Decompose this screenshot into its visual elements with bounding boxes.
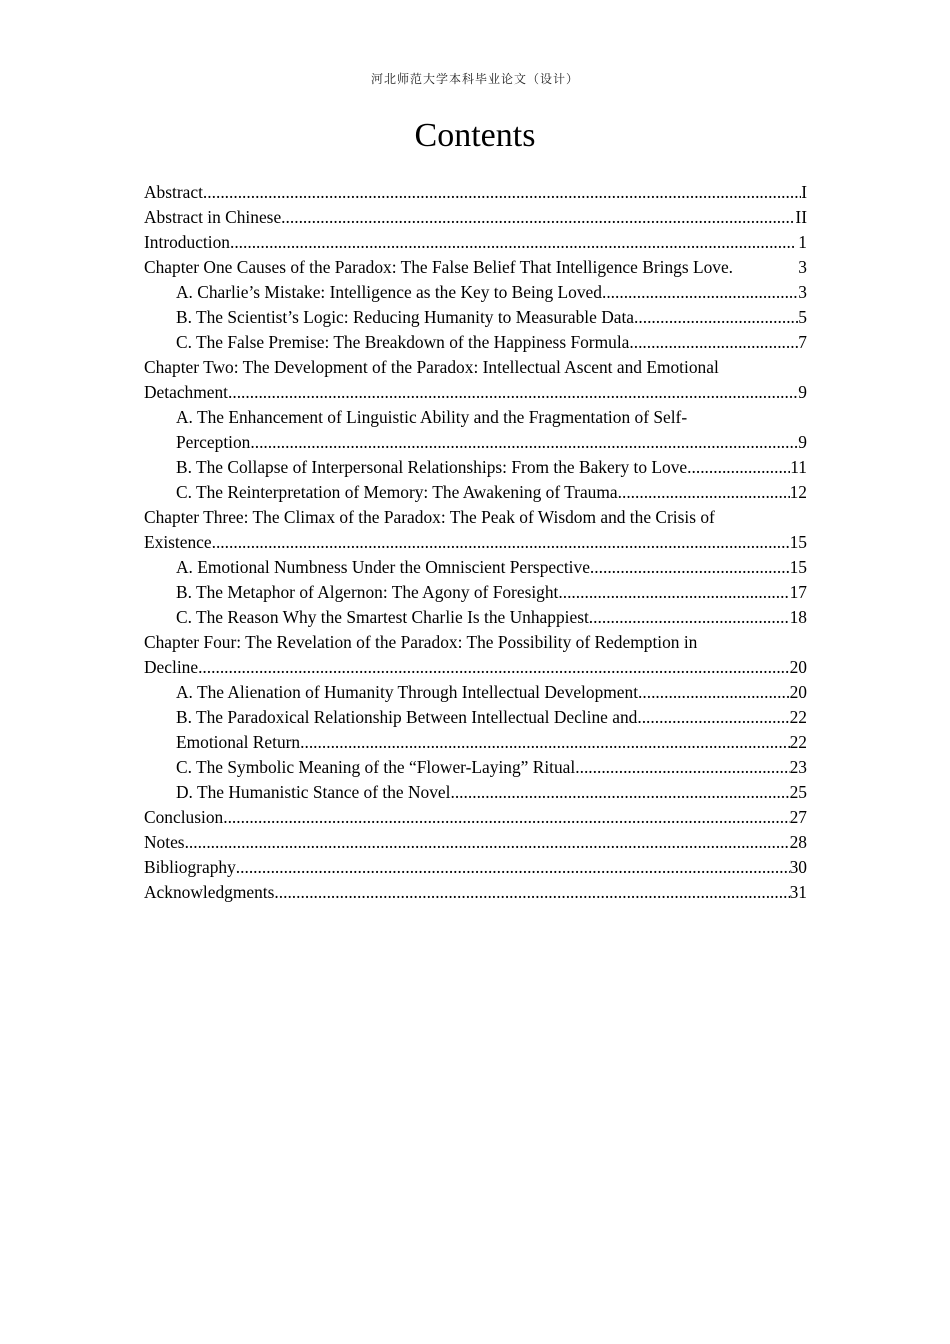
toc-page-number: 17 <box>789 582 807 602</box>
toc-leader <box>274 880 789 905</box>
toc-label: Detachment <box>144 382 229 402</box>
toc-label: C. The Reason Why the Smartest Charlie Is the Unhappiest <box>176 607 589 627</box>
toc-leader <box>450 780 789 805</box>
toc-page-number: I <box>801 182 807 202</box>
toc-entry-bibliography[interactable] <box>144 855 807 880</box>
toc-entry-chapter-two-c[interactable] <box>144 480 807 505</box>
toc-entry-chapter-three-b[interactable] <box>144 580 807 605</box>
toc-page-number: 18 <box>789 607 807 627</box>
toc-label: Emotional Return <box>176 732 301 752</box>
toc-page-number: 12 <box>789 482 807 502</box>
toc-leader <box>638 680 790 705</box>
table-of-contents <box>144 180 807 905</box>
toc-leader <box>236 855 790 880</box>
toc-page-number: 23 <box>789 757 807 777</box>
toc-entry-chapter-four-c[interactable] <box>144 755 807 780</box>
toc-entry-chapter-two-b[interactable] <box>144 455 807 480</box>
toc-page-number: II <box>795 207 807 227</box>
toc-label: A. The Alienation of Humanity Through Intellectual Development <box>176 682 639 702</box>
toc-page-number: 9 <box>798 432 807 452</box>
toc-label: Acknowledgments <box>144 882 275 902</box>
toc-leader <box>250 430 798 455</box>
toc-leader <box>637 705 789 730</box>
toc-leader <box>589 605 790 630</box>
toc-label: B. The Paradoxical Relationship Between Intellectual Decline and <box>176 707 638 727</box>
toc-label: Notes <box>144 832 185 852</box>
toc-leader <box>230 230 794 255</box>
toc-label: A. Charlie’s Mistake: Intelligence as the Key to Being Loved <box>176 282 602 302</box>
toc-page-number: 30 <box>789 857 807 877</box>
toc-label: Conclusion <box>144 807 224 827</box>
toc-entry-abstract[interactable] <box>144 180 807 205</box>
toc-entry-introduction[interactable] <box>144 230 807 255</box>
toc-entry-chapter-four-line[interactable]: Chapter Four: The Revelation of the Paradox: The Possibility of Redemption in <box>144 632 698 652</box>
toc-entry-chapter-two[interactable] <box>144 380 807 405</box>
toc-label: C. The False Premise: The Breakdown of the Happiness Formula <box>176 332 630 352</box>
toc-label: A. Emotional Numbness Under the Omniscient Perspective <box>176 557 590 577</box>
toc-entry-chapter-two-a[interactable] <box>144 430 807 455</box>
toc-page-number: 3 <box>798 282 807 302</box>
toc-leader <box>618 480 790 505</box>
toc-label: Existence <box>144 532 212 552</box>
toc-leader <box>634 305 798 330</box>
toc-leader <box>203 180 801 205</box>
toc-entry-chapter-two-a-line[interactable]: A. The Enhancement of Linguistic Ability and the Fragmentation of Self- <box>176 407 688 427</box>
toc-entry-chapter-four-b[interactable] <box>144 705 807 730</box>
toc-entry-chapter-four[interactable] <box>144 655 807 680</box>
toc-entry-chapter-one-c[interactable] <box>144 330 807 355</box>
toc-entry-chapter-three-a[interactable] <box>144 555 807 580</box>
toc-page-number: 7 <box>798 332 807 352</box>
toc-leader <box>629 330 798 355</box>
toc-page-number: 1 <box>798 232 807 252</box>
toc-label: Chapter One Causes of the Paradox: The False Belief That Intelligence Brings Love. <box>144 257 734 277</box>
toc-entry-abstract-chinese[interactable] <box>144 205 807 230</box>
toc-label: B. The Metaphor of Algernon: The Agony of Foresight <box>176 582 559 602</box>
toc-leader <box>281 205 795 230</box>
toc-entry-acknowledgments[interactable] <box>144 880 807 905</box>
toc-page-number: 5 <box>798 307 807 327</box>
toc-page-number: 31 <box>789 882 807 902</box>
page-title: Contents <box>414 117 536 154</box>
toc-page-number: 20 <box>789 682 807 702</box>
toc-leader <box>687 455 790 480</box>
toc-leader <box>558 580 789 605</box>
toc-label: Abstract in Chinese <box>144 207 282 227</box>
toc-page-number: 22 <box>789 707 807 727</box>
toc-entry-chapter-two-line[interactable]: Chapter Two: The Development of the Paradox: Intellectual Ascent and Emotional <box>144 357 719 377</box>
toc-label: Decline <box>144 657 199 677</box>
toc-entry-chapter-four-d[interactable] <box>144 780 807 805</box>
toc-label: C. The Symbolic Meaning of the “Flower-Laying” Ritual <box>176 757 576 777</box>
toc-page-number: 3 <box>798 257 807 277</box>
running-header: 河北师范大学本科毕业论文（设计） <box>370 72 579 86</box>
toc-leader <box>575 755 789 780</box>
toc-leader <box>602 280 798 305</box>
toc-entry-chapter-four-b-continued[interactable] <box>144 730 807 755</box>
toc-page-number: 11 <box>790 457 807 477</box>
toc-page-number: 15 <box>789 532 807 552</box>
toc-page-number: 9 <box>798 382 807 402</box>
toc-leader <box>228 380 798 405</box>
toc-label: Bibliography <box>144 857 236 877</box>
toc-entry-chapter-one-a[interactable] <box>144 280 807 305</box>
toc-leader <box>223 805 789 830</box>
toc-entry-conclusion[interactable] <box>144 805 807 830</box>
toc-label: C. The Reinterpretation of Memory: The Awakening of Trauma <box>176 482 618 502</box>
toc-label: Perception <box>176 432 251 452</box>
toc-entry-chapter-three-line[interactable]: Chapter Three: The Climax of the Paradox: The Peak of Wisdom and the Crisis of <box>144 507 715 527</box>
toc-entry-chapter-four-a[interactable] <box>144 680 807 705</box>
toc-label: B. The Collapse of Interpersonal Relationships: From the Bakery to Love <box>176 457 688 477</box>
toc-entry-chapter-one[interactable] <box>144 255 807 280</box>
toc-leader <box>198 655 790 680</box>
toc-leader <box>590 555 790 580</box>
toc-label: B. The Scientist’s Logic: Reducing Humanity to Measurable Data <box>176 307 635 327</box>
toc-page-number: 20 <box>789 657 807 677</box>
toc-label: D. The Humanistic Stance of the Novel <box>176 782 451 802</box>
toc-page-number: 27 <box>789 807 807 827</box>
toc-leader <box>185 830 790 855</box>
toc-leader <box>212 530 790 555</box>
toc-label: Abstract <box>144 182 203 202</box>
toc-entry-notes[interactable] <box>144 830 807 855</box>
toc-label: Introduction <box>144 232 230 252</box>
toc-page-number: 15 <box>789 557 807 577</box>
toc-entry-chapter-three[interactable] <box>144 530 807 555</box>
toc-page-number: 22 <box>789 732 807 752</box>
toc-page-number: 28 <box>789 832 807 852</box>
toc-page-number: 25 <box>789 782 807 802</box>
toc-entry-chapter-three-c[interactable] <box>144 605 807 630</box>
toc-leader <box>300 730 789 755</box>
toc-entry-chapter-one-b[interactable] <box>144 305 807 330</box>
